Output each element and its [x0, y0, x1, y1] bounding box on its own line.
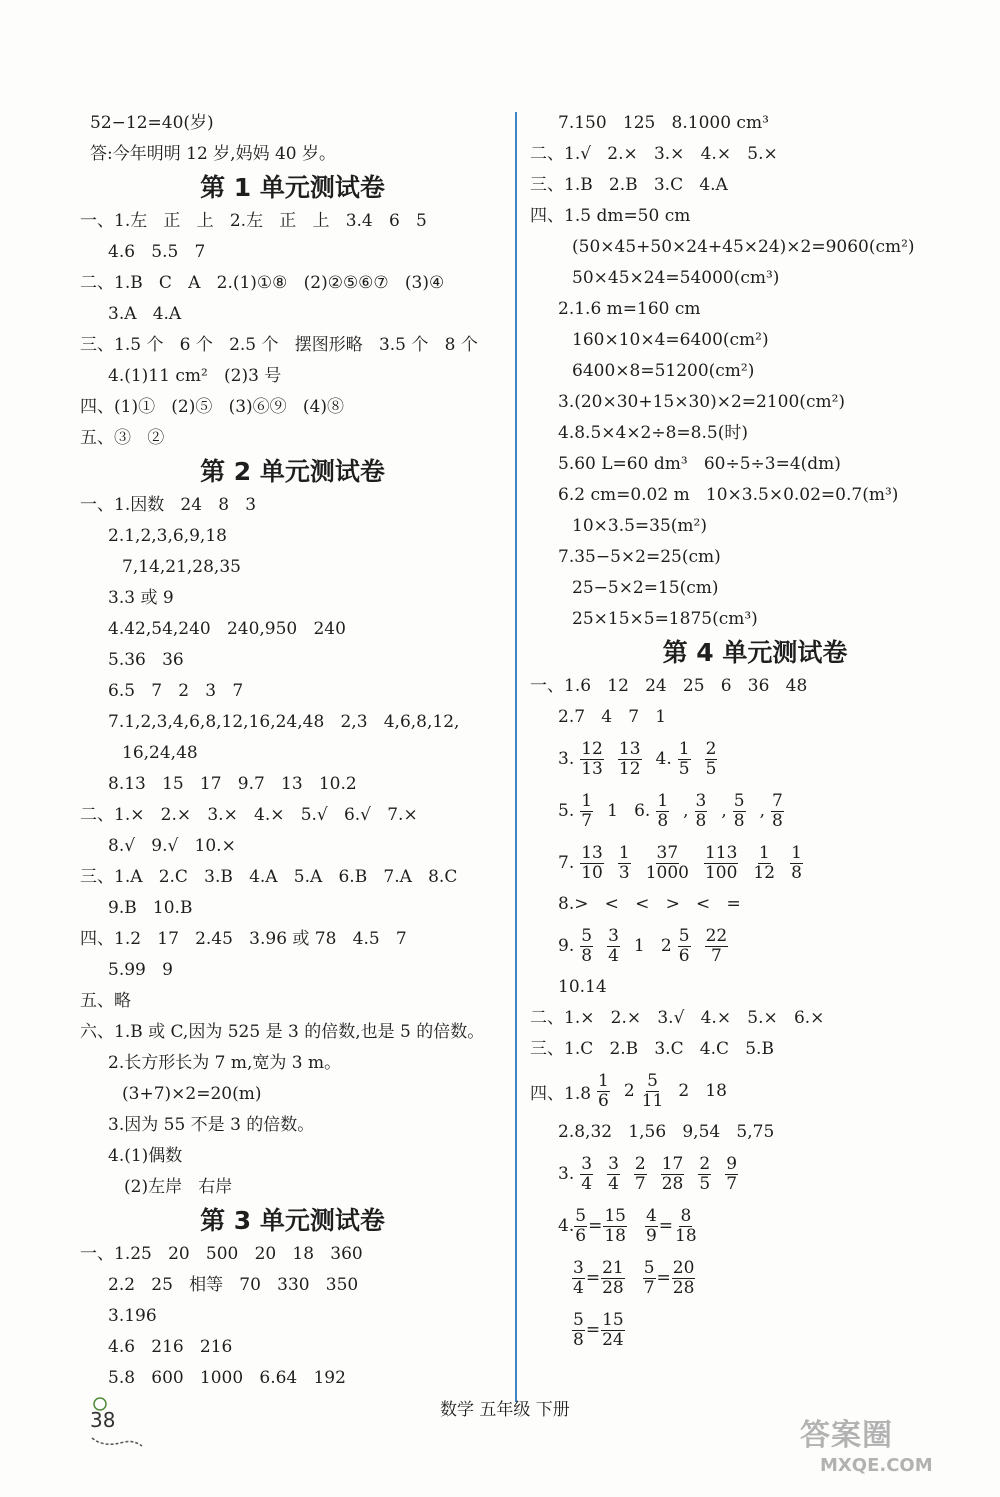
fraction-equation [572, 1311, 625, 1350]
answer-text: , [759, 801, 766, 821]
fraction-numerator: 1 [581, 790, 593, 811]
answer-text: 5. [558, 801, 575, 821]
footer-subject: 数学 五年级 下册 [440, 1400, 570, 1420]
answer-line: 4.6 216 216 [108, 1337, 233, 1357]
equals-sign: = [658, 1216, 674, 1236]
fraction-denominator: 5 [678, 758, 690, 779]
fraction [725, 1155, 738, 1194]
answer-line: 4.(1)11 cm² (2)3 号 [108, 366, 282, 386]
answer-line: 10.14 [558, 977, 607, 997]
answer-text: 4. [655, 749, 672, 769]
fraction [661, 1155, 685, 1194]
fraction-equation [643, 1259, 696, 1298]
answer-line: 六、1.B 或 C,因为 525 是 3 的倍数,也是 5 的倍数。 [80, 1022, 485, 1042]
fraction [678, 927, 691, 966]
fraction-equation [645, 1207, 698, 1246]
fraction [607, 927, 620, 966]
answer-line: 答:今年明明 12 岁,妈妈 40 岁。 [90, 144, 337, 164]
fraction-denominator: 4 [608, 1173, 619, 1194]
fraction-numerator: 1 [791, 842, 802, 863]
fraction-denominator: 8 [733, 810, 745, 831]
answer-text: 2 18 [678, 1081, 728, 1101]
answer-line: 52−12=40(岁) [90, 113, 214, 133]
answer-line-fractions [530, 1065, 980, 1117]
fraction-denominator: 10 [581, 862, 603, 883]
fraction-denominator: 100 [704, 862, 738, 883]
answer-line: 一、1.6 12 24 25 6 36 48 [530, 676, 808, 696]
fraction [705, 740, 718, 779]
answer-text: 四、1.8 [530, 1083, 592, 1104]
fraction-numerator: 1 [598, 1070, 609, 1091]
fraction-numerator: 5 [647, 1070, 658, 1091]
fraction-denominator: 1000 [645, 862, 689, 883]
answer-line: 2.7 4 7 1 [558, 707, 667, 727]
answer-line: 3.因为 55 不是 3 的倍数。 [108, 1115, 315, 1135]
answer-line: 三、1.5 个 6 个 2.5 个 摆图形略 3.5 个 8 个 [80, 335, 478, 355]
answer-line: 二、1.× 2.× 3.× 4.× 5.√ 6.√ 7.× [80, 805, 418, 825]
fraction-denominator: 8 [772, 810, 783, 831]
answer-text: 3. [558, 1164, 575, 1184]
answer-line: 二、1.× 2.× 3.√ 4.× 5.× 6.× [530, 1008, 825, 1028]
fraction-numerator: 3 [695, 790, 707, 811]
equals-sign: = [585, 1320, 601, 1340]
fraction [733, 792, 746, 831]
fraction [580, 792, 593, 831]
answer-line: 3.A 4.A [108, 304, 182, 324]
answer-line: 5.36 36 [108, 650, 184, 670]
fraction [580, 844, 604, 883]
fraction [601, 1259, 625, 1298]
answer-line-equations [530, 1304, 980, 1356]
fraction [656, 792, 669, 831]
fraction-denominator: 6 [678, 945, 690, 966]
fraction [634, 1155, 647, 1194]
answer-line: 8.> < < > < = [558, 894, 741, 914]
fraction-numerator: 13 [581, 842, 603, 863]
answer-line: 16,24,48 [122, 743, 198, 763]
answer-line: 四、1.5 dm=50 cm [530, 206, 691, 226]
fraction-denominator: 7 [726, 1173, 738, 1194]
answer-line: 5.60 L=60 dm³ 60÷5÷3=4(dm) [558, 454, 841, 474]
fraction-denominator: 11 [641, 1090, 664, 1111]
fraction-denominator: 24 [602, 1329, 624, 1350]
answer-line: 25×15×5=1875(cm³) [572, 609, 758, 629]
fraction [641, 1072, 665, 1111]
fraction-numerator: 3 [581, 1153, 593, 1174]
fraction-numerator: 12 [581, 738, 603, 759]
fraction [618, 844, 631, 883]
answer-line: 25−5×2=15(cm) [572, 578, 719, 598]
unit-test-heading: 第 3 单元测试卷 [200, 1206, 385, 1235]
answer-line: 3.(20×30+15×30)×2=2100(cm²) [558, 392, 846, 412]
fraction-denominator: 5 [699, 1173, 711, 1194]
answer-line: 2.2 25 相等 70 330 350 [108, 1275, 359, 1295]
fraction-numerator: 5 [643, 1257, 655, 1278]
fraction-denominator: 8 [573, 1329, 584, 1350]
answer-line: 2.8,32 1,56 9,54 5,75 [558, 1122, 775, 1142]
fraction [597, 1072, 610, 1111]
fraction-denominator: 7 [643, 1277, 655, 1298]
answer-line: 3.196 [108, 1306, 157, 1326]
fraction-numerator: 15 [604, 1205, 626, 1226]
equals-sign: = [588, 1216, 603, 1236]
fraction-numerator: 5 [581, 925, 593, 946]
answer-line: 7,14,21,28,35 [122, 557, 241, 577]
answer-line-fractions [530, 785, 980, 837]
fraction [607, 1155, 620, 1194]
fraction [695, 792, 708, 831]
fraction-numerator: 3 [608, 925, 619, 946]
answer-line: (50×45+50×24+45×24)×2=9060(cm²) [572, 237, 915, 257]
fraction [698, 1155, 711, 1194]
fraction [752, 844, 776, 883]
answer-line: 10×3.5=35(m²) [572, 516, 707, 536]
fraction [790, 844, 803, 883]
fraction-numerator: 9 [726, 1153, 738, 1174]
answer-line: 5.99 9 [108, 960, 173, 980]
answer-line: 二、1.B C A 2.(1)①⑧ (2)②⑤⑥⑦ (3)④ [80, 273, 445, 293]
answer-line: 一、1.左 正 上 2.左 正 上 3.4 6 5 [80, 211, 427, 231]
answer-text: 9. [558, 936, 575, 956]
answer-line: 8.√ 9.√ 10.× [108, 836, 236, 856]
column-divider [515, 112, 517, 1402]
answer-line: 二、1.√ 2.× 3.× 4.× 5.× [530, 144, 778, 164]
fraction [771, 792, 784, 831]
fraction-denominator: 8 [581, 945, 593, 966]
fraction [601, 1311, 625, 1350]
fraction-numerator: 17 [661, 1153, 684, 1174]
unit-test-heading: 第 4 单元测试卷 [662, 638, 848, 667]
fraction [603, 1207, 627, 1246]
answer-text: 3. [558, 749, 575, 769]
answer-text: 4. [558, 1216, 575, 1236]
answer-line: 7.35−5×2=25(cm) [558, 547, 721, 567]
answer-line: 4.(1)偶数 [108, 1146, 183, 1166]
answer-line: 四、1.2 17 2.45 3.96 或 78 4.5 7 [80, 929, 407, 949]
fraction-numerator: 2 [699, 1153, 711, 1174]
fraction-numerator: 13 [618, 738, 641, 759]
fraction [580, 927, 593, 966]
fraction [645, 844, 690, 883]
answer-line-fractions [530, 837, 980, 889]
answer-line: (2)左岸 右岸 [124, 1177, 233, 1197]
fraction-denominator: 7 [710, 945, 722, 966]
answer-line: 6.5 7 2 3 7 [108, 681, 244, 701]
answer-text: 1 2 [633, 936, 672, 956]
fraction [678, 740, 691, 779]
answer-line: 2.1.6 m=160 cm [558, 299, 701, 319]
fraction-equation [572, 1259, 625, 1298]
fraction-numerator: 3 [608, 1153, 619, 1174]
answer-line: 2.1,2,3,6,9,18 [108, 526, 227, 546]
watermark-url: MXQE.COM [820, 1455, 933, 1476]
fraction-denominator: 28 [602, 1277, 624, 1298]
fraction-denominator: 6 [575, 1225, 587, 1246]
answer-line: (3+7)×2=20(m) [122, 1084, 262, 1104]
answer-line: 四、(1)① (2)⑤ (3)⑥⑨ (4)⑧ [80, 397, 344, 417]
fraction [572, 1259, 585, 1298]
answer-line: 4.6 5.5 7 [108, 242, 206, 262]
answer-line: 五、略 [80, 991, 131, 1011]
fraction-numerator: 1 [678, 738, 690, 759]
answer-line: 7.150 125 8.1000 cm³ [558, 113, 769, 133]
fraction-denominator: 9 [645, 1225, 657, 1246]
fraction-denominator: 18 [675, 1225, 697, 1246]
answer-line: 3.3 或 9 [108, 588, 174, 608]
fraction-numerator: 3 [573, 1257, 584, 1278]
answer-line: 五、③ ② [80, 428, 165, 448]
fraction-denominator: 7 [634, 1173, 646, 1194]
answer-line: 4.8.5×4×2÷8=8.5(时) [558, 423, 748, 443]
fraction-numerator: 2 [634, 1153, 646, 1174]
fraction [572, 1311, 585, 1350]
equals-sign: = [585, 1268, 601, 1288]
fraction-denominator: 12 [753, 862, 776, 883]
fraction-numerator: 22 [705, 925, 728, 946]
answer-text: 2 [623, 1081, 635, 1101]
fraction-numerator: 8 [680, 1205, 692, 1226]
fraction [643, 1259, 656, 1298]
right-column [530, 108, 980, 1356]
fraction-numerator: 5 [573, 1309, 584, 1330]
fraction-denominator: 13 [581, 758, 603, 779]
fraction-denominator: 28 [661, 1173, 684, 1194]
answer-line: 一、1.25 20 500 20 18 360 [80, 1244, 363, 1264]
fraction-denominator: 8 [791, 862, 802, 883]
fraction [674, 1207, 698, 1246]
fraction-denominator: 6 [598, 1090, 609, 1111]
fraction [580, 1155, 593, 1194]
answer-text: 1 6. [607, 801, 651, 821]
fraction [704, 844, 738, 883]
watermark-logo: 答案圈 [800, 1418, 893, 1453]
answer-line: 160×10×4=6400(cm²) [572, 330, 769, 350]
fraction-denominator: 7 [581, 810, 593, 831]
fraction-denominator: 28 [672, 1277, 695, 1298]
fraction-denominator: 4 [581, 1173, 593, 1194]
equals-sign: = [656, 1268, 671, 1288]
answer-line: 6400×8=51200(cm²) [572, 361, 755, 381]
answer-text: 7. [558, 853, 575, 873]
fraction-numerator: 4 [645, 1205, 657, 1226]
fraction [580, 740, 604, 779]
answer-line-equations [530, 1200, 980, 1252]
fraction-denominator: 18 [604, 1225, 626, 1246]
answer-line-fractions [530, 1148, 980, 1200]
fraction [618, 740, 642, 779]
answer-text: , [721, 801, 727, 821]
fraction-numerator: 1 [758, 842, 770, 863]
answer-line: 50×45×24=54000(cm³) [572, 268, 780, 288]
answer-text: , [683, 801, 689, 821]
fraction-numerator: 7 [772, 790, 783, 811]
fraction-numerator: 1 [618, 842, 630, 863]
answer-line-fractions [530, 733, 980, 785]
fraction [645, 1207, 658, 1246]
answer-line: 2.长方形长为 7 m,宽为 3 m。 [108, 1053, 342, 1073]
fraction-denominator: 5 [705, 758, 717, 779]
answer-line: 一、1.因数 24 8 3 [80, 495, 257, 515]
answer-line: 三、1.A 2.C 3.B 4.A 5.A 6.B 7.A 8.C [80, 867, 458, 887]
fraction-denominator: 8 [657, 810, 669, 831]
fraction-numerator: 2 [705, 738, 717, 759]
answer-line: 三、1.C 2.B 3.C 4.C 5.B [530, 1039, 774, 1059]
answer-line-equations [530, 1252, 980, 1304]
fraction-numerator: 5 [575, 1205, 587, 1226]
fraction-numerator: 5 [678, 925, 690, 946]
fraction-numerator: 1 [657, 790, 669, 811]
fraction-numerator: 113 [704, 842, 738, 863]
answer-line: 三、1.B 2.B 3.C 4.A [530, 175, 728, 195]
fraction-numerator: 20 [672, 1257, 695, 1278]
fraction [672, 1259, 696, 1298]
fraction-numerator: 37 [656, 842, 679, 863]
unit-test-heading: 第 1 单元测试卷 [200, 173, 385, 202]
answer-line: 6.2 cm=0.02 m 10×3.5×0.02=0.7(m³) [558, 485, 899, 505]
answer-line: 8.13 15 17 9.7 13 10.2 [108, 774, 357, 794]
answer-line-fractions [530, 920, 980, 972]
answer-line: 7.1,2,3,4,6,8,12,16,24,48 2,3 4,6,8,12, [108, 712, 460, 732]
fraction-denominator: 12 [618, 758, 641, 779]
answer-line: 9.B 10.B [108, 898, 193, 918]
fraction [705, 927, 729, 966]
page-number: 38 [90, 1408, 116, 1432]
fraction-numerator: 15 [602, 1309, 624, 1330]
left-column [80, 108, 505, 1394]
answer-line: 5.8 600 1000 6.64 192 [108, 1368, 346, 1388]
fraction-numerator: 21 [602, 1257, 624, 1278]
fraction-denominator: 8 [695, 810, 707, 831]
fraction-denominator: 4 [608, 945, 619, 966]
fraction-numerator: 5 [733, 790, 745, 811]
unit-test-heading: 第 2 单元测试卷 [200, 457, 385, 486]
fraction-denominator: 4 [573, 1277, 584, 1298]
answer-line: 4.42,54,240 240,950 240 [108, 619, 346, 639]
fraction-denominator: 3 [618, 862, 630, 883]
fraction [574, 1207, 587, 1246]
fraction-equation [574, 1207, 627, 1246]
